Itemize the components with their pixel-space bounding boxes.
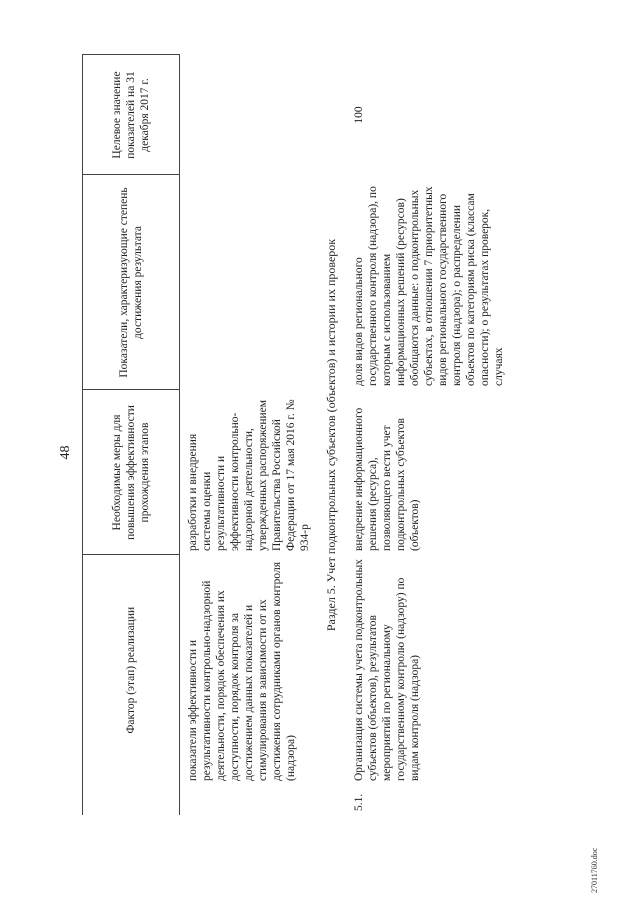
row-number: 5.1. <box>353 793 365 811</box>
header-number-cell <box>83 785 180 815</box>
table-row <box>348 55 508 815</box>
section-title: Раздел 5. Учет подконтрольных субъектов (объектов) и истории их проверок <box>324 238 338 632</box>
row-target: 100 <box>353 106 365 124</box>
page-number: 48 <box>58 445 73 460</box>
row-measures: внедрение информационного решения (ресурса), позволяющего вести учет подконтрольных субъектов (объектов) <box>353 407 421 551</box>
measures-table <box>82 55 508 816</box>
row-indicators: доля видов регионального государственного контроля (надзора), по которым с использованием информационных решений (ресурсов) обобщаются данные: о подконтрольных субъектах, в отношении 7 приоритетных видов регионального государственного контроля (надзора); о распределении объектов по категориям риска (классам опасности); о результатах проверок, случаях <box>353 186 505 386</box>
header-indicators: Показатели, характеризующие степень достижения результата <box>83 175 180 390</box>
header-target: Целевое значение показателей на 31 декабря 2017 г. <box>83 55 180 175</box>
header-measures: Необходимые меры для повышения эффективности прохождения этапов <box>83 390 180 555</box>
header-factor: Фактор (этап) реализации <box>83 555 180 785</box>
row-factor: Организация системы учета подконтрольных субъектов (объектов), результатов мероприятий по региональному государственному контролю (надзору) по видам контроля (надзора) <box>353 559 421 781</box>
continuation-target <box>180 55 315 175</box>
footer-document-code: 27011760.doc <box>590 847 599 893</box>
continuation-indicators <box>180 175 315 390</box>
section-title-row <box>314 55 348 815</box>
table-header-row <box>83 55 180 815</box>
continuation-num <box>180 785 315 815</box>
continuation-row <box>180 55 315 815</box>
continuation-factor: показатели эффективности и результативности контрольно-надзорной деятельности, порядок обеспечения их доступности, порядок контроля за достижением данных показателей и стимулирования в зависимости от их достижения сотрудниками органов контроля (надзора) <box>187 562 297 781</box>
continuation-measures: разработки и внедрения системы оценки результативности и эффективности контрольно-надзорной деятельности, утвержденных распоряжением Правительства Российской Федерации от 17 мая 2016 г. № 934-р <box>187 399 311 551</box>
